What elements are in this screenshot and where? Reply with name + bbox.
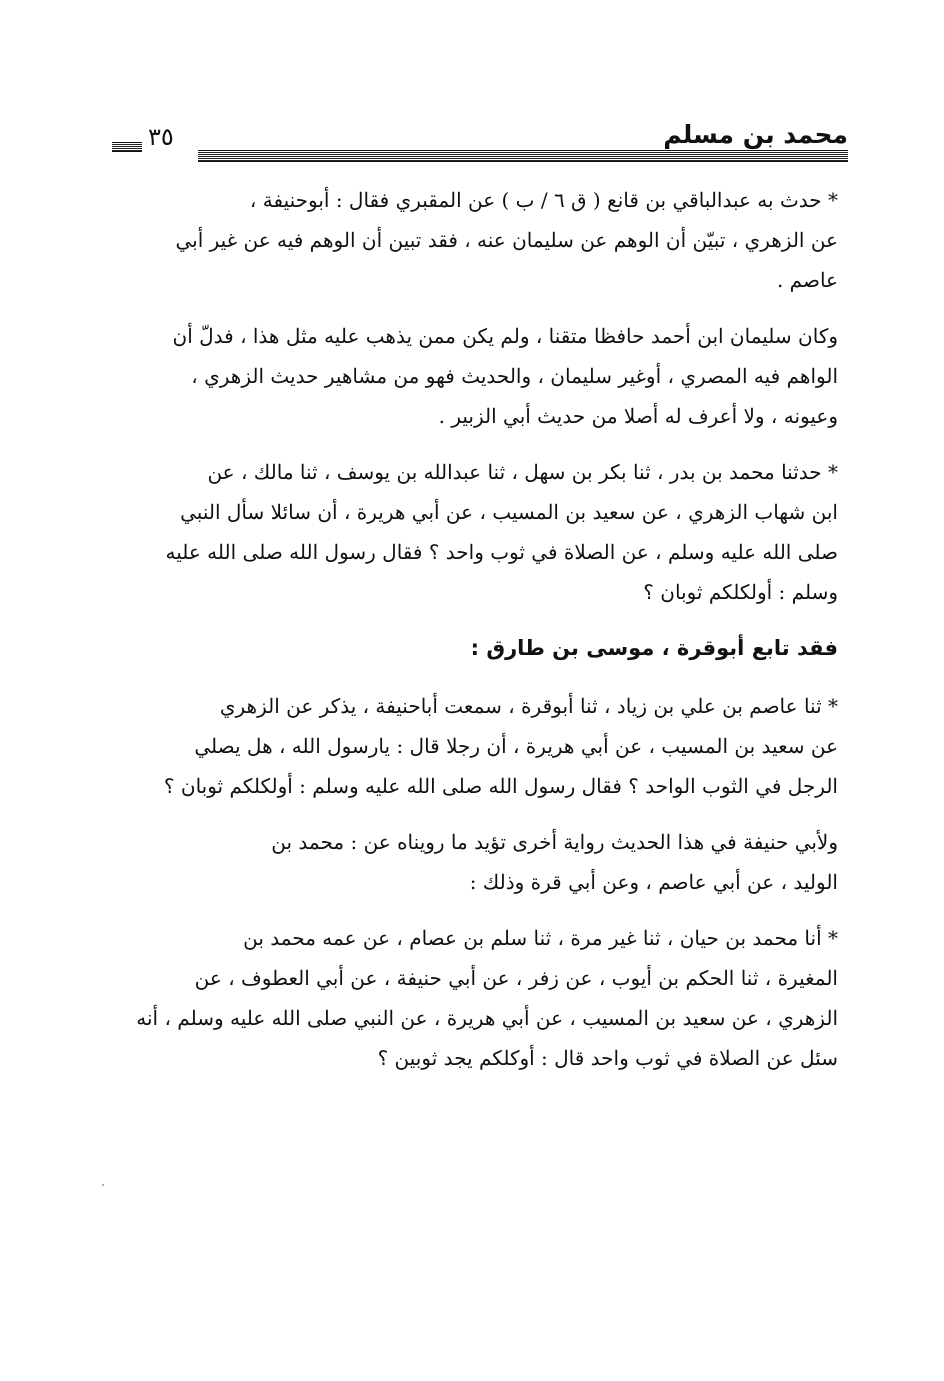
text-line: عن سعيد بن المسيب ، عن أبي هريرة ، أن رجلا قال : يارسول الله ، هل يصلي bbox=[194, 734, 838, 758]
text-line: الزهري ، عن سعيد بن المسيب ، عن أبي هريرة ، عن النبي صلى الله عليه وسلم ، أنه bbox=[136, 1006, 838, 1030]
text-line: وكان سليمان ابن أحمد حافظا متقنا ، ولم يكن ممن يذهب عليه مثل هذا ، فدلّ أن bbox=[172, 324, 838, 348]
paragraph bbox=[108, 918, 838, 1078]
text-line: ابن شهاب الزهري ، عن سعيد بن المسيب ، عن أبي هريرة ، أن سائلا سأل النبي bbox=[180, 500, 838, 524]
paragraph bbox=[108, 180, 838, 300]
paragraph bbox=[108, 822, 838, 902]
page-number: ٣٥ bbox=[148, 123, 174, 151]
text-line: الرجل في الثوب الواحد ؟ فقال رسول الله صلى الله عليه وسلم : أولكلكم ثوبان ؟ bbox=[163, 774, 838, 798]
paragraph bbox=[108, 686, 838, 806]
text-line: * حدثنا محمد بن بدر ، ثنا بكر بن سهل ، ثنا عبدالله بن يوسف ، ثنا مالك ، عن bbox=[207, 460, 838, 484]
text-line: وسلم : أولكلكم ثوبان ؟ bbox=[643, 580, 838, 604]
text-line: عن الزهري ، تبيّن أن الوهم عن سليمان عنه ، فقد تبين أن الوهم فيه عن غير أبي bbox=[175, 228, 838, 252]
text-line: وعيونه ، ولا أعرف له أصلا من حديث أبي الزبير . bbox=[438, 404, 838, 428]
page-speck bbox=[102, 1184, 104, 1186]
text-line: عاصم . bbox=[776, 268, 838, 292]
page-body bbox=[108, 180, 838, 1094]
text-line: * حدث به عبدالباقي بن قانع ( ق ٦ / ب ) عن المقبري فقال : أبوحنيفة ، bbox=[249, 188, 838, 212]
text-line: * ثنا عاصم بن علي بن زياد ، ثنا أبوقرة ، سمعت أباحنيفة ، يذكر عن الزهري bbox=[219, 694, 838, 718]
text-line: ولأبي حنيفة في هذا الحديث رواية أخرى تؤيد ما رويناه عن : محمد بن bbox=[271, 830, 838, 854]
text-line: صلى الله عليه وسلم ، عن الصلاة في ثوب واحد ؟ فقال رسول الله صلى الله عليه bbox=[165, 540, 838, 564]
page-header bbox=[112, 118, 848, 162]
text-line: الواهم فيه المصري ، أوغير سليمان ، والحديث فهو من مشاهير حديث الزهري ، bbox=[191, 364, 838, 388]
text-line: المغيرة ، ثنا الحكم بن أيوب ، عن زفر ، عن أبي حنيفة ، عن أبي العطوف ، عن bbox=[194, 966, 838, 990]
text-line: الوليد ، عن أبي عاصم ، وعن أبي قرة وذلك : bbox=[469, 870, 838, 894]
text-line: سئل عن الصلاة في ثوب واحد قال : أوكلكم يجد ثوبين ؟ bbox=[377, 1046, 838, 1070]
running-title: محمد بن مسلم bbox=[663, 120, 848, 149]
text-line: * أنا محمد بن حيان ، ثنا غير مرة ، ثنا سلم بن عصام ، عن عمه محمد بن bbox=[243, 926, 838, 950]
paragraph bbox=[108, 316, 838, 436]
section-heading bbox=[108, 628, 838, 668]
text-line: فقد تابع أبوقرة ، موسى بن طارق : bbox=[470, 636, 838, 660]
header-rule-left bbox=[112, 142, 142, 152]
paragraph bbox=[108, 452, 838, 612]
